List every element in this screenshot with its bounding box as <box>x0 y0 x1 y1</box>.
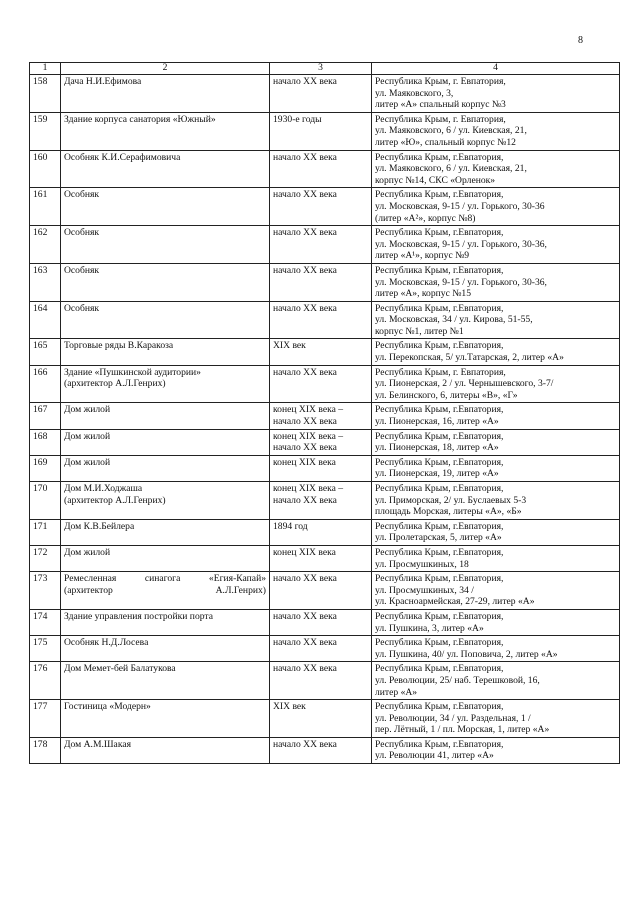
dating-line: конец XIX века <box>273 546 336 558</box>
address-line: Республика Крым, г.Евпатория, <box>375 302 504 314</box>
row-number: 161 <box>30 188 61 226</box>
table-row <box>30 700 620 738</box>
address-line: ул. Перекопская, 5/ ул.Татарская, 2, литер «А» <box>375 352 564 364</box>
dating-line: XIX век <box>273 701 306 713</box>
dating-line: начало XX века <box>273 738 337 750</box>
object-name-line: Здание корпуса санатория «Южный» <box>64 113 216 125</box>
object-name-cell <box>61 226 270 264</box>
table-row <box>30 519 620 545</box>
table-row <box>30 572 620 610</box>
row-number: 174 <box>30 609 61 635</box>
object-name-cell <box>61 365 270 403</box>
dating-line: начало XX века <box>273 573 337 585</box>
dating-line: начало XX века <box>273 302 337 314</box>
address-line: Республика Крым, г.Евпатория, <box>375 637 504 649</box>
address-cell <box>372 263 620 301</box>
object-name-line: (архитектор А.Л.Генрих) <box>64 378 166 390</box>
dating-cell <box>270 112 372 150</box>
table-header-row <box>30 63 620 75</box>
address-line: Республика Крым, г.Евпатория, <box>375 663 504 675</box>
address-line: Республика Крым, г.Евпатория, <box>375 701 504 713</box>
object-name-line: Особняк <box>64 227 100 239</box>
address-cell <box>372 700 620 738</box>
table-row <box>30 609 620 635</box>
address-line: ул. Маяковского, 3, <box>375 87 454 99</box>
table-row <box>30 482 620 520</box>
object-name-cell <box>61 700 270 738</box>
row-number: 172 <box>30 545 61 571</box>
object-name-line: Дом жилой <box>64 430 111 442</box>
address-line: литер «А» спальный корпус №3 <box>375 99 506 111</box>
address-line: ул. Маяковского, 6 / ул. Киевская, 21, <box>375 125 527 137</box>
address-line: ул. Пионерская, 16, литер «А» <box>375 416 499 428</box>
address-line: Республика Крым, г.Евпатория, <box>375 456 504 468</box>
address-line: пер. Лётный, 1 / пл. Морская, 1, литер «А» <box>375 724 550 736</box>
dating-line: конец XIX века – <box>273 483 344 494</box>
table-row <box>30 455 620 481</box>
object-name-line: Дом жилой <box>64 456 111 468</box>
dating-line: XIX век <box>273 340 306 352</box>
dating-cell <box>270 482 372 520</box>
dating-line: конец XIX века – <box>273 430 344 442</box>
dating-line: начало XX века <box>273 442 337 454</box>
table-row <box>30 545 620 571</box>
address-line: ул. Пионерская, 2 / ул. Чернышевского, 3-7/ <box>375 378 554 390</box>
row-number: 164 <box>30 301 61 339</box>
address-line: ул. Приморская, 2/ ул. Буслаевых 5-3 <box>375 494 527 506</box>
address-cell <box>372 403 620 429</box>
address-line: ул. Московская, 34 / ул. Кирова, 51-55, <box>375 314 533 326</box>
object-name-cell <box>61 429 270 455</box>
dating-cell <box>270 301 372 339</box>
row-number: 173 <box>30 572 61 610</box>
address-line: Республика Крым, г. Евпатория, <box>375 76 506 87</box>
object-name-line: Торговые ряды В.Каракоза <box>64 340 174 352</box>
address-cell <box>372 737 620 763</box>
object-name-cell <box>61 339 270 365</box>
address-line: ул. Московская, 9-15 / ул. Горького, 30-36, <box>375 276 547 288</box>
row-number: 158 <box>30 75 61 113</box>
column-header-number: 1 <box>30 63 61 75</box>
row-number: 162 <box>30 226 61 264</box>
dating-line: начало XX века <box>273 189 337 201</box>
row-number: 170 <box>30 482 61 520</box>
address-line: литер «А¹», корпус №9 <box>375 250 470 262</box>
table-row <box>30 226 620 264</box>
address-line: Республика Крым, г.Евпатория, <box>375 430 504 442</box>
dating-line: начало XX века <box>273 610 337 622</box>
object-name-cell <box>61 188 270 226</box>
object-name-line: Дом К.В.Бейлера <box>64 520 135 532</box>
dating-cell <box>270 609 372 635</box>
address-line: Республика Крым, г.Евпатория, <box>375 546 504 558</box>
object-name-cell <box>61 519 270 545</box>
dating-cell <box>270 636 372 662</box>
dating-cell <box>270 700 372 738</box>
address-line: Республика Крым, г. Евпатория, <box>375 113 506 125</box>
address-line: ул. Революции, 25/ наб. Терешковой, 16, <box>375 674 540 686</box>
table-row <box>30 365 620 403</box>
dating-cell <box>270 737 372 763</box>
dating-cell <box>270 429 372 455</box>
address-line: Республика Крым, г.Евпатория, <box>375 340 504 352</box>
row-number: 178 <box>30 737 61 763</box>
address-line: Республика Крым, г.Евпатория, <box>375 520 504 532</box>
dating-line: 1930-е годы <box>273 113 322 125</box>
object-name-line: Ремесленная синагога «Егия-Капай» <box>64 573 266 585</box>
dating-cell <box>270 455 372 481</box>
row-number: 169 <box>30 455 61 481</box>
address-cell <box>372 150 620 188</box>
object-name-line: (архитектор А.Л.Генрих) <box>64 584 266 596</box>
address-cell <box>372 188 620 226</box>
table-row <box>30 301 620 339</box>
address-line: ул. Пионерская, 19, литер «А» <box>375 468 499 480</box>
object-name-cell <box>61 263 270 301</box>
page-number: 8 <box>578 35 583 46</box>
address-line: корпус №14, СКС «Орленок» <box>375 174 496 186</box>
dating-line: 1894 год <box>273 520 308 532</box>
address-line: Республика Крым, г.Евпатория, <box>375 610 504 622</box>
object-name-line: Здание «Пушкинской аудитории» <box>64 366 201 378</box>
object-name-line: Гостиница «Модерн» <box>64 701 151 713</box>
address-line: (литер «А²», корпус №8) <box>375 212 476 224</box>
object-name-line: Особняк <box>64 264 100 276</box>
address-line: Республика Крым, г. Евпатория, <box>375 366 506 378</box>
object-name-cell <box>61 609 270 635</box>
object-name-line: Особняк К.И.Серафимовича <box>64 151 181 163</box>
table-row <box>30 263 620 301</box>
address-cell <box>372 609 620 635</box>
table-row <box>30 403 620 429</box>
address-line: ул. Революции 41, литер «А» <box>375 750 494 762</box>
object-name-cell <box>61 572 270 610</box>
address-cell <box>372 226 620 264</box>
address-line: ул. Московская, 9-15 / ул. Горького, 30-36, <box>375 238 547 250</box>
address-line: Республика Крым, г.Евпатория, <box>375 573 504 585</box>
address-line: ул. Просмушкиных, 18 <box>375 558 469 570</box>
address-line: Республика Крым, г.Евпатория, <box>375 151 504 163</box>
object-name-line: Дом Мемет-бей Балатукова <box>64 663 176 675</box>
address-line: площадь Морская, литеры «А», «Б» <box>375 506 522 518</box>
table-row <box>30 188 620 226</box>
object-name-line: Дача Н.И.Ефимова <box>64 76 142 87</box>
dating-line: конец XIX века – <box>273 404 344 416</box>
dating-cell <box>270 226 372 264</box>
column-header-period: 3 <box>270 63 372 75</box>
address-line: Республика Крым, г.Евпатория, <box>375 189 504 201</box>
row-number: 167 <box>30 403 61 429</box>
object-name-cell <box>61 662 270 700</box>
row-number: 176 <box>30 662 61 700</box>
row-number: 160 <box>30 150 61 188</box>
dating-cell <box>270 75 372 113</box>
address-line: ул. Пушкина, 3, литер «А» <box>375 622 484 634</box>
row-number: 171 <box>30 519 61 545</box>
address-line: ул. Просмушкиных, 34 / <box>375 584 474 596</box>
dating-line: начало XX века <box>273 494 337 506</box>
column-header-name: 2 <box>61 63 270 75</box>
address-line: ул. Красноармейская, 27-29, литер «А» <box>375 596 535 608</box>
address-cell <box>372 519 620 545</box>
address-cell <box>372 112 620 150</box>
dating-line: конец XIX века <box>273 456 336 468</box>
heritage-registry-table <box>29 62 620 764</box>
address-line: Республика Крым, г.Евпатория, <box>375 738 504 750</box>
table-row <box>30 737 620 763</box>
table-row <box>30 112 620 150</box>
address-line: ул. Московская, 9-15 / ул. Горького, 30-36 <box>375 200 545 212</box>
row-number: 165 <box>30 339 61 365</box>
dating-line: начало XX века <box>273 366 337 378</box>
address-cell <box>372 429 620 455</box>
row-number: 168 <box>30 429 61 455</box>
address-line: ул. Белинского, 6, литеры «В», «Г» <box>375 389 518 401</box>
dating-line: начало XX века <box>273 637 337 649</box>
object-name-line: Дом А.М.Шакая <box>64 738 132 750</box>
dating-cell <box>270 150 372 188</box>
dating-cell <box>270 403 372 429</box>
dating-line: начало XX века <box>273 151 337 163</box>
object-name-line: Особняк <box>64 189 100 201</box>
address-line: ул. Пролетарская, 5, литер «А» <box>375 532 502 544</box>
object-name-cell <box>61 301 270 339</box>
address-line: Республика Крым, г.Евпатория, <box>375 404 504 416</box>
dating-cell <box>270 662 372 700</box>
dating-line: начало XX века <box>273 76 337 87</box>
table-row <box>30 75 620 113</box>
table-row <box>30 150 620 188</box>
object-name-line: Дом жилой <box>64 546 111 558</box>
address-cell <box>372 636 620 662</box>
dating-cell <box>270 572 372 610</box>
table-body <box>30 75 620 764</box>
address-line: Республика Крым, г.Евпатория, <box>375 483 504 494</box>
address-cell <box>372 339 620 365</box>
dating-line: начало XX века <box>273 264 337 276</box>
object-name-line: Особняк <box>64 302 100 314</box>
object-name-cell <box>61 545 270 571</box>
row-number: 177 <box>30 700 61 738</box>
dating-cell <box>270 188 372 226</box>
row-number: 175 <box>30 636 61 662</box>
address-cell <box>372 455 620 481</box>
address-cell <box>372 482 620 520</box>
address-cell <box>372 662 620 700</box>
table-row <box>30 636 620 662</box>
object-name-cell <box>61 455 270 481</box>
row-number: 163 <box>30 263 61 301</box>
dating-line: начало XX века <box>273 416 337 428</box>
object-name-line: Здание управления постройки порта <box>64 610 213 622</box>
table-row <box>30 429 620 455</box>
address-cell <box>372 301 620 339</box>
dating-cell <box>270 545 372 571</box>
dating-cell <box>270 365 372 403</box>
address-line: корпус №1, литер №1 <box>375 325 464 337</box>
address-line: ул. Революции, 34 / ул. Раздельная, 1 / <box>375 712 531 724</box>
row-number: 159 <box>30 112 61 150</box>
address-line: Республика Крым, г.Евпатория, <box>375 264 504 276</box>
dating-line: начало XX века <box>273 663 337 675</box>
row-number: 166 <box>30 365 61 403</box>
table-row <box>30 339 620 365</box>
address-cell <box>372 365 620 403</box>
object-name-cell <box>61 482 270 520</box>
address-cell <box>372 545 620 571</box>
object-name-cell <box>61 636 270 662</box>
address-cell <box>372 75 620 113</box>
dating-cell <box>270 519 372 545</box>
address-line: литер «А» <box>375 686 418 698</box>
address-line: ул. Пионерская, 18, литер «А» <box>375 442 499 454</box>
address-cell <box>372 572 620 610</box>
object-name-line: Особняк Н.Д.Лосева <box>64 637 149 649</box>
address-line: литер «А», корпус №15 <box>375 288 471 300</box>
object-name-cell <box>61 112 270 150</box>
dating-cell <box>270 263 372 301</box>
address-line: ул. Пушкина, 40/ ул. Поповича, 2, литер «А» <box>375 648 558 660</box>
object-name-cell <box>61 403 270 429</box>
object-name-cell <box>61 150 270 188</box>
object-name-cell <box>61 737 270 763</box>
dating-line: начало XX века <box>273 227 337 239</box>
column-header-address: 4 <box>372 63 620 75</box>
object-name-line: (архитектор А.Л.Генрих) <box>64 494 166 506</box>
object-name-line: Дом М.И.Ходжаша <box>64 483 143 494</box>
address-line: литер «Ю», спальный корпус №12 <box>375 136 516 148</box>
dating-cell <box>270 339 372 365</box>
table-row <box>30 662 620 700</box>
object-name-cell <box>61 75 270 113</box>
address-line: Республика Крым, г.Евпатория, <box>375 227 504 239</box>
address-line: ул. Маяковского, 6 / ул. Киевская, 21, <box>375 163 527 175</box>
object-name-line: Дом жилой <box>64 404 111 416</box>
